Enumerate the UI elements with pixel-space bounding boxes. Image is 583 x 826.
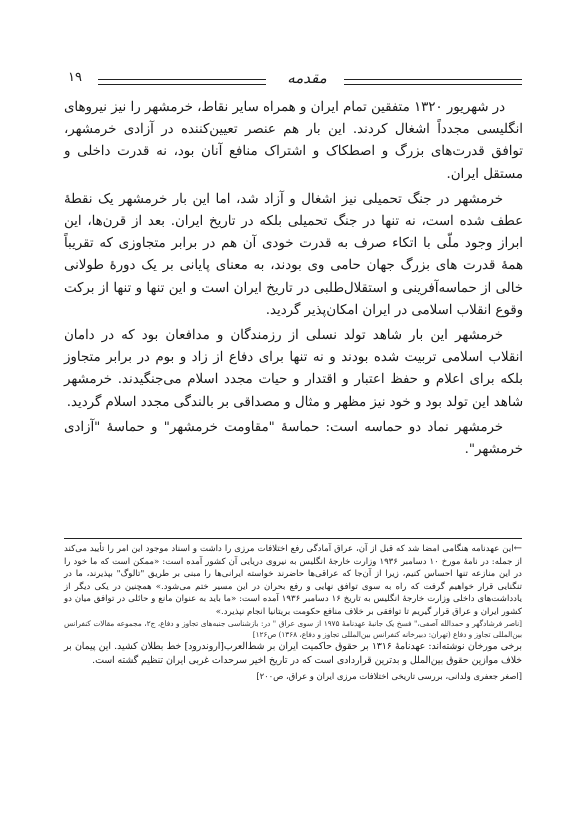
paragraph: در شهریور ۱۳۲۰ متفقین تمام ایران و همراه سایر نقاط، خرمشهر را نیز نیروهای انگلیسی مجدداً اشغال کردند. این بار هم عنصر تعیین‌کننده در آزادی خرمشهر، توافق قدرت‌های بزرگ و اصطکاک و اشتراک منافع آنان بود، نه قدرت داخلی و مستقل ایران.: [64, 100, 523, 182]
paragraph: خرمشهر در جنگ تحمیلی نیز اشغال و آزاد شد، اما این بار خرمشهر یک نقطهٔ عطف شده است، نه تنها در جنگ تحمیلی بلکه در تاریخ ایران. بعد از قرن‌ها، این ابراز وجود ملّی با اتکاء صرف به قدرت خودی آن هم در برابر متجاوزی که تقریباً همهٔ قدرت های بزرگ جهان حامی وی بودند، به معنای پایانی بر یک دورهٔ طولانی خالی از حماسه‌آفرینی و استقلال‌طلبی در تاریخ ایران است و این تنها و تنها از برکت وقوع انقلاب اسلامی در ایران امکان‌پذیر گردید.: [64, 191, 523, 318]
footnote-body: این عهدنامه هنگامی امضا شد که قبل از آن، عراق آمادگی رفع اختلافات مرزی را داشت و اسناد موجود این امر را تأیید می‌کند از جمله: در نامهٔ مورخ ۱۰ دسامبر ۱۹۳۶ وزارت خارجهٔ انگلیس به نیروی دریایی آن کشور آمده است: «ممکن است که ما خود را در این منازعه تنها احساس کنیم، زیرا از آن‌جا که عراقی‌ها حاضرند خواسته ایرانی‌ها را مبنی بر طریق "تالوگ" بپذیرند، ما در تنگنایی قرار خواهیم گرفت که راه به سوی توافق نهایی و رفع بحران در این مسیر ختم می‌شود.» همچنین در یکی دیگر از یادداشت‌های داخلی وزارت خارجهٔ انگلیس به تاریخ ۱۶ دسامبر ۱۹۳۶ آمده است: «ما باید به عنوان مانع و حائلی در توافق میان دو کشور ایران و عراق قرار گیریم تا توافقی بر خلاف منافع حکومت بریتانیا انجام نپذیرد.»: [64, 544, 522, 617]
footnote-citation: [ناصر فرشادگهر و حمدالله آصفی،" فسخ یک جانبهٔ عهدنامهٔ ۱۹۷۵ از سوی عراق " در: بازشناسی جنبه‌های تجاوز و دفاع، ج۲، مجموعه مقالات کنفرانس بین‌المللی تجاوز و دفاع (تهران: دبیرخانه کنفرانس بین‌المللی تجاوز و دفاع، ۱۳۶۸) ص۱۲۶]: [64, 619, 522, 639]
paragraph: خرمشهر نماد دو حماسه است: حماسهٔ "مقاومت خرمشهر" و حماسهٔ "آزادی خرمشهر".: [64, 419, 523, 458]
chapter-title: مقدمه: [287, 69, 327, 87]
footnote-text-2: برخی مورخان نوشته‌اند: عهدنامهٔ ۱۳۱۶ بر حقوق حاکمیت ایران بر شط‌العرب[اروندرود] خط بطلان کشید. این پیمان بر خلاف موازین حقوق بین‌الملل و بدترین قراردادی است که در تاریخ اخیر سرحدات غربی ایران تنظیم گشته است.: [64, 641, 522, 667]
header-rule-right: [344, 79, 522, 85]
main-text: [64, 97, 523, 464]
arrow-left-icon: ←: [513, 543, 522, 554]
footnote-divider: [64, 538, 522, 539]
running-header: [64, 70, 522, 90]
header-rule-left: [98, 79, 266, 85]
footnote-text: [64, 543, 522, 618]
footnotes: [64, 543, 522, 683]
paragraph: خرمشهر این بار شاهد تولد نسلی از رزمندگان و مدافعان بود که در دامان انقلاب اسلامی تربیت شده بودند و نه تنها برای دفاع از زاد و بوم در برابر متجاوز بلکه برای اعلام و حفظ اعتبار و اقتدار و حیات مجدد اسلام می‌جنگیدند. خرمشهر شاهد این تولد بود و خود نیز مظهر و مثال و مصداقی بر بالندگی مجدد اسلام گردید.: [64, 328, 523, 410]
footnote-citation-2: [اصغر جعفری ولدانی، بررسی تاریخی اختلافات مرزی ایران و عراق، ص۲۰۰]: [256, 670, 522, 681]
page-number: ۱۹: [68, 70, 82, 85]
